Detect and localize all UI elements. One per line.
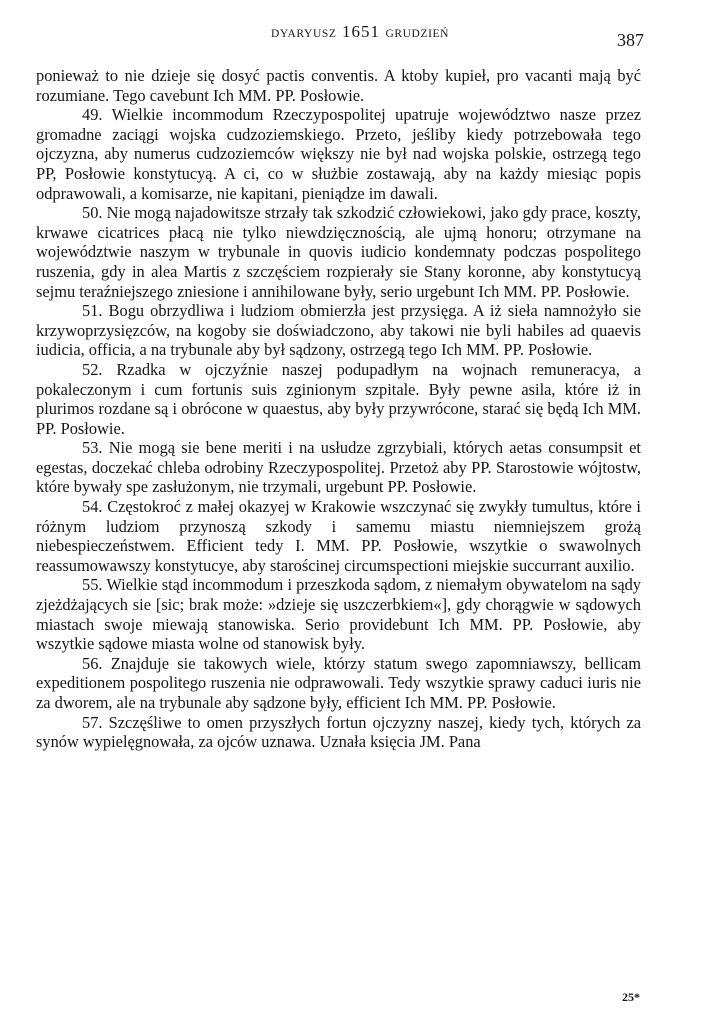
- running-head-year: 1651: [341, 22, 380, 41]
- paragraph-56: 56. Znajduje sie takowych wiele, którzy statum swego zapomniawszy, bellicam expeditionem pospolitego ruszenia nie odprawowali. Tedy wszytkie sprawy caduci iuris nie za dworem, ale na trybunale aby sądzone były, efficient Ich MM. PP. Posłowie.: [36, 653, 641, 712]
- paragraph-57: 57. Szczęśliwe to omen przyszłych fortun ojczyzny naszej, kiedy tych, których za synów wypielęgnowała, za ojców uznawa. Uznała księcia JM. Pana: [36, 712, 641, 752]
- paragraph-51: 51. Bogu obrzydliwa i ludziom obmierzła jest przysięga. A iż sieła namnożyło sie krzywoprzysięzców, na kogoby sie doświadczono, aby takowi nie byli habiles ad quaevis iudicia, officia, a na trybunale aby był sądzony, ostrzegą tego Ich MM. PP. Posłowie.: [36, 301, 641, 360]
- running-head-month: GRUDZIEŃ: [385, 28, 450, 40]
- running-head: [0, 22, 720, 42]
- paragraph-49: 49. Wielkie incommodum Rzeczypospolitej upatruje województwo nasze przez gromadne zaciągi wojska cudzoziemskiego. Przeto, jeśliby kiedy potrzebowała tego ojczyzna, aby numerus cudzoziemców większy nie był nad wojska polskie, ostrzegą tego PP, Posłowie konstytucyą. A ci, co w służbie zostawają, aby na każdy miesiąc popis odprawowali, a komisarze, nie kapitani, pieniądze im dawali.: [36, 105, 641, 203]
- body-text: [36, 66, 641, 752]
- printer-signature-mark: 25*: [622, 990, 640, 1004]
- paragraph-50: 50. Nie mogą najadowitsze strzały tak szkodzić człowiekowi, jako gdy prace, koszty, krwawe cicatrices płacą nie tylko niewdzięcznością, ale ujmą honoru; otrzymane na województwie naszym w trybunale in quovis iudicio kondemnaty podczas pospolitego ruszenia, gdy in alea Martis z szczęściem rozpierały sie Stany koronne, aby konstytucyą sejmu teraźniejszego zniesione i annihilowane były, serio urgebunt Ich MM. PP. Posłowie.: [36, 203, 641, 301]
- paragraph-52: 52. Rzadka w ojczyźnie naszej podupadłym na wojnach remuneracya, a pokaleczonym i cum fortunis suis zginionym szpitale. Były pewne asila, które iż in plurimos rozdane są i obrócone w quaestus, aby były przywrócone, starać się będą Ich MM. PP. Posłowie.: [36, 359, 641, 438]
- running-head-title: DYARYUSZ: [270, 28, 337, 40]
- paragraph-54: 54. Częstokroć z małej okazyej w Krakowie wszczynać się zwykły tumultus, które i różnym ludziom przynoszą szkody i samemu miastu niemniejszem grożą niebespieczeństwem. Efficient tedy I. MM. PP. Posłowie, wszytkie o swawolnych reassumowawszy konstytucye, aby starościnej circumspectioni miejskie succurrant auxilio.: [36, 497, 641, 575]
- paragraph-continuation: ponieważ to nie dzieje się dosyć pactis conventis. A ktoby kupieł, pro vacanti mają być rozumiane. Tego cavebunt Ich MM. PP. Posłowie.: [36, 66, 641, 105]
- paragraph-53: 53. Nie mogą sie bene meriti i na usłudze zgrzybiali, których aetas consumpsit et egestas, doczekać chleba odrobiny Rzeczypospolitej. Przetoż aby PP. Starostowie wójtostw, które bywały spe zasłużonym, nie trzymali, urgebunt PP. Posłowie.: [36, 438, 641, 497]
- paragraph-55: 55. Wielkie stąd incommodum i przeszkoda sądom, z niemałym obywatelom na sądy zjeżdżających sie [sic; brak może: »dzieje się uszczerbkiem«], gdy chorągwie w sądowych miastach swoje miewają stanowiska. Serio providebunt Ich MM. PP. Posłowie, aby wszytkie sądowe miasta wolne od stanowisk były.: [36, 575, 641, 654]
- page-number: 387: [617, 30, 644, 50]
